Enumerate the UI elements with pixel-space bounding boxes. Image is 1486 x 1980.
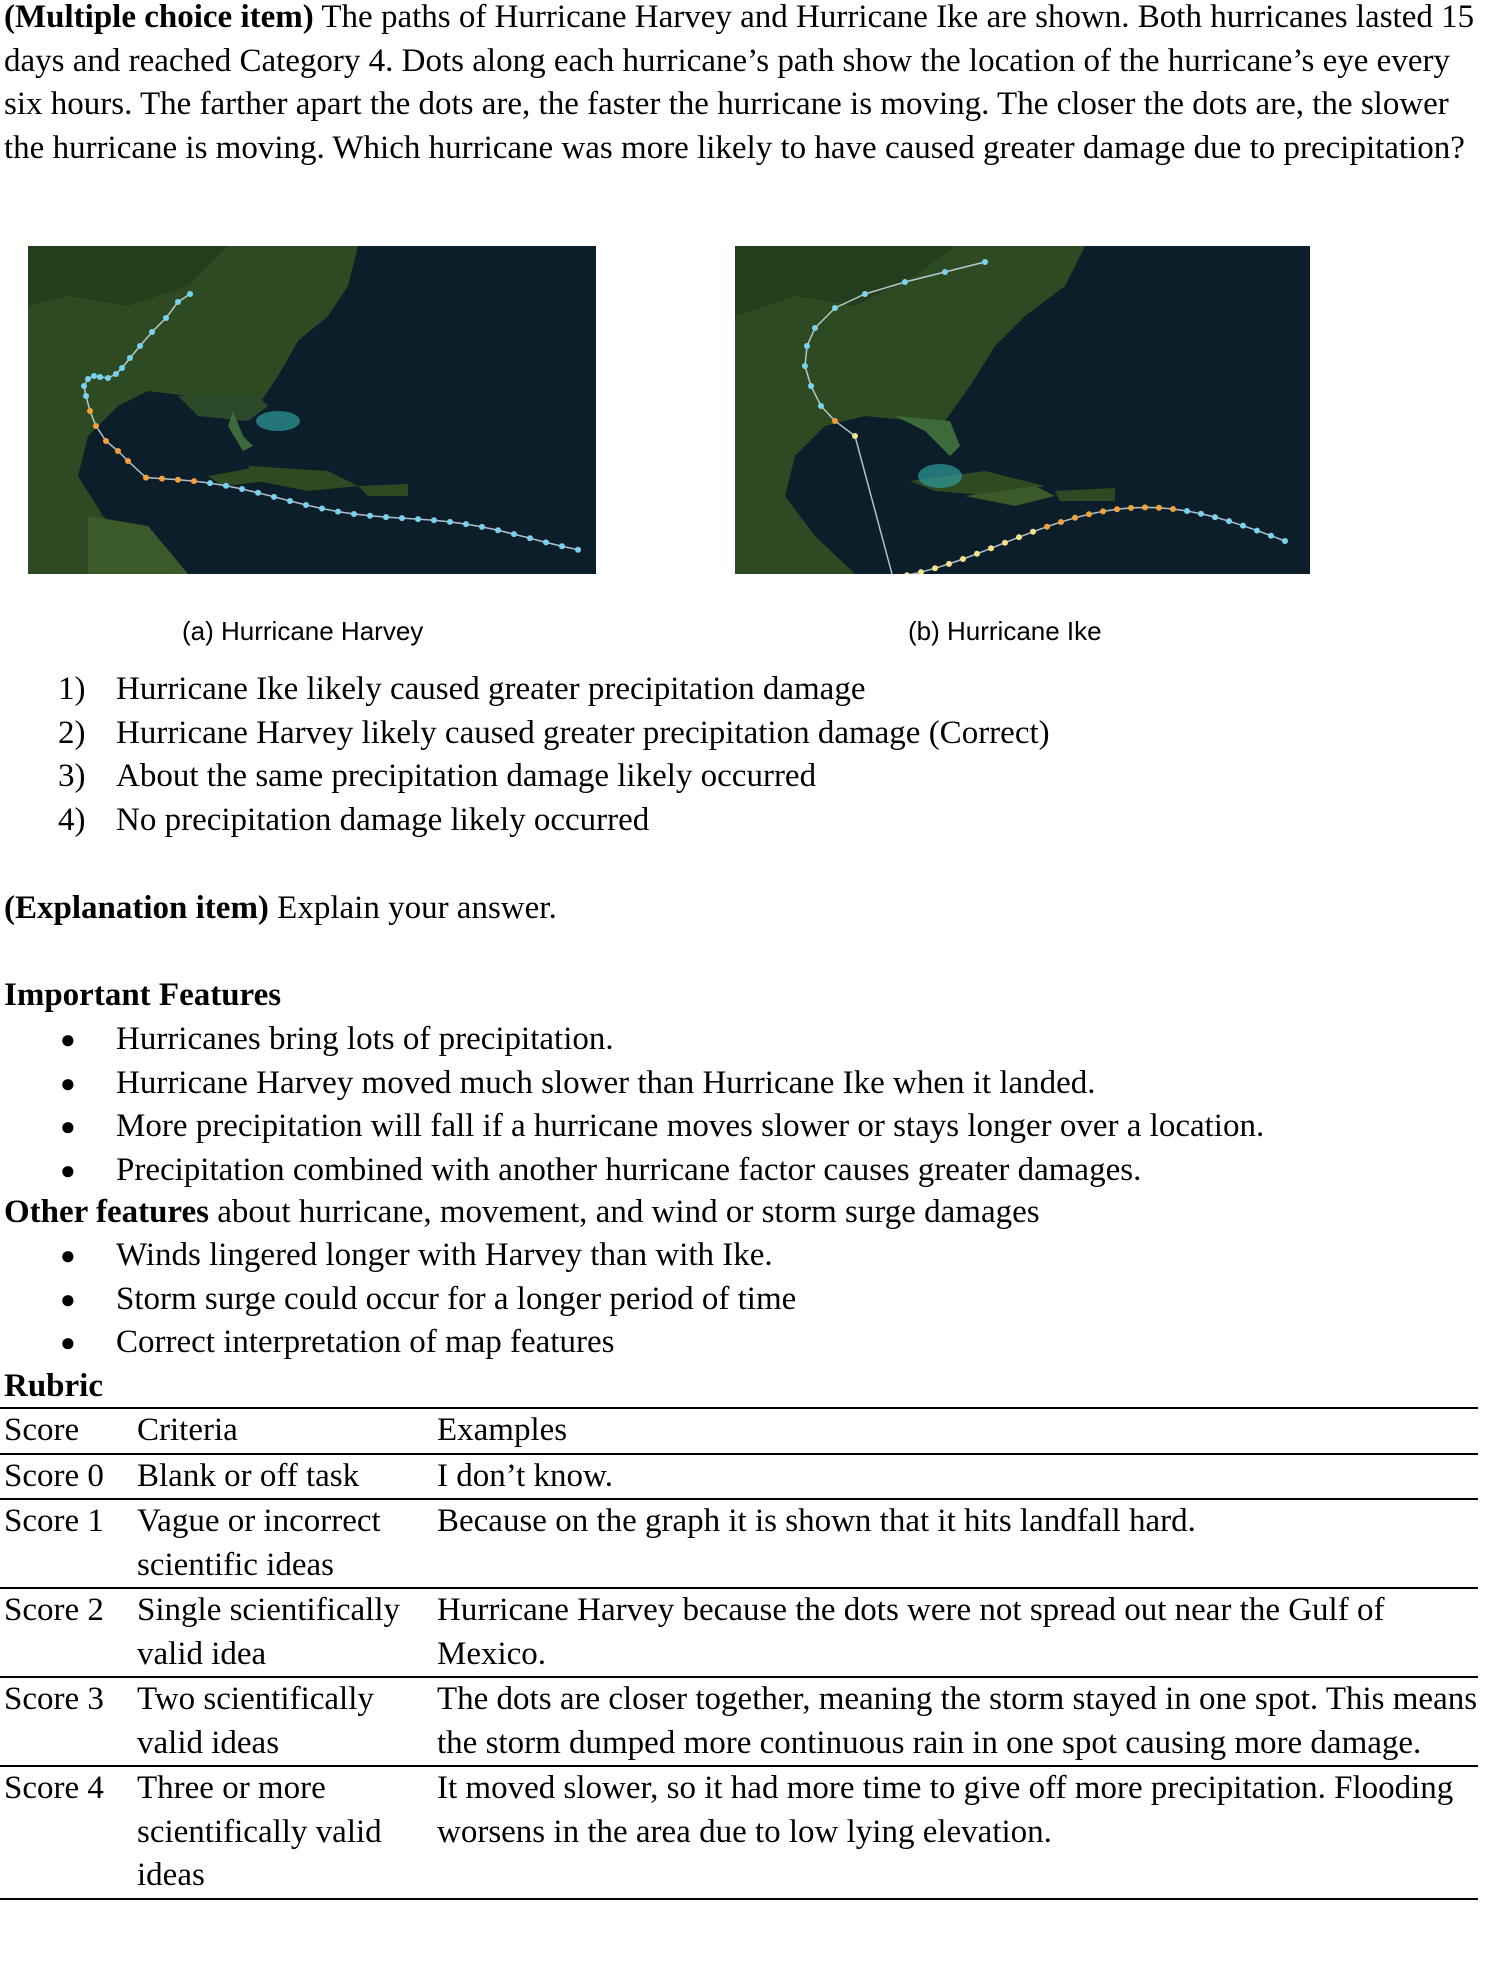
track-dot bbox=[988, 545, 994, 551]
feature-text: More precipitation will fall if a hurricane moves slower or stays longer over a location. bbox=[116, 1108, 1265, 1144]
track-dot bbox=[87, 408, 93, 414]
track-dot bbox=[808, 383, 814, 389]
bullet-icon: ● bbox=[60, 1241, 76, 1270]
score-cell: Score 0 bbox=[4, 1457, 104, 1494]
track-dot bbox=[1282, 538, 1288, 544]
track-dot bbox=[1212, 514, 1218, 520]
track-dot bbox=[335, 509, 341, 515]
choice-number: 3) bbox=[58, 758, 86, 794]
score-cell: Score 4 bbox=[4, 1770, 104, 1806]
other-features-line bbox=[4, 1191, 1040, 1235]
important-features-list bbox=[60, 1018, 1264, 1192]
list-item bbox=[60, 1321, 796, 1365]
track-dot bbox=[175, 477, 181, 483]
bullet-icon: ● bbox=[60, 1112, 76, 1141]
table-row bbox=[0, 1677, 1478, 1766]
ike-caption: (b) Hurricane Ike bbox=[908, 616, 1102, 646]
track-dot bbox=[1086, 511, 1092, 517]
header-score: Score bbox=[4, 1412, 80, 1448]
choice-number: 4) bbox=[58, 801, 86, 838]
track-dot bbox=[832, 418, 838, 424]
track-dot bbox=[479, 524, 485, 530]
rubric-table bbox=[0, 1407, 1478, 1900]
track-dot bbox=[527, 535, 533, 541]
track-dot bbox=[137, 343, 143, 349]
track-dot bbox=[383, 514, 389, 520]
track-dot bbox=[255, 490, 261, 496]
question-body: The paths of Hurricane Harvey and Hurricane Ike are shown. Both hurricanes lasted 15 days and reached Category 4. Dots along each hurricane’s path show the location of the hurricane’s eye every six hours. The farther apart the dots are, the faster the hurricane is moving. The closer the dots are, the slower the hurricane is moving. Which hurricane was more likely to have caused greater damage due to precipitation? bbox=[4, 0, 1475, 166]
track-dot bbox=[81, 383, 87, 389]
important-features-heading: Important Features bbox=[4, 977, 282, 1013]
choice-number: 1) bbox=[58, 671, 86, 707]
list-item bbox=[60, 1278, 796, 1322]
explanation-label: (Explanation item) bbox=[4, 890, 269, 926]
track-dot bbox=[812, 325, 818, 331]
track-dot bbox=[1016, 534, 1022, 540]
example-cell: Hurricane Harvey because the dots were not spread out near the Gulf of Mexico. bbox=[437, 1592, 1385, 1672]
example-cell: The dots are closer together, meaning the storm stayed in one spot. This means the storm dumped more continuous rain in one spot causing more damage. bbox=[437, 1681, 1478, 1761]
track-dot bbox=[415, 516, 421, 522]
track-dot bbox=[1170, 506, 1176, 512]
score-cell: Score 2 bbox=[4, 1592, 104, 1628]
track-dot bbox=[175, 299, 181, 305]
track-dot bbox=[367, 513, 373, 519]
track-dot bbox=[1044, 524, 1050, 530]
track-dot bbox=[1114, 506, 1120, 512]
table-header-row bbox=[0, 1408, 1478, 1454]
track-dot bbox=[223, 483, 229, 489]
bullet-icon: ● bbox=[60, 1155, 76, 1185]
track-dot bbox=[1156, 505, 1162, 511]
track-dot bbox=[495, 527, 501, 533]
track-dot bbox=[974, 551, 980, 557]
choice-text: About the same precipitation damage likely occurred bbox=[116, 758, 817, 794]
track-dot bbox=[1268, 533, 1274, 539]
track-dot bbox=[351, 511, 357, 517]
track-dot bbox=[191, 478, 197, 484]
feature-text: Hurricanes bring lots of precipitation. bbox=[116, 1021, 614, 1057]
choice-text: No precipitation damage likely occurred bbox=[116, 801, 650, 838]
track-dot bbox=[97, 374, 103, 380]
bullet-icon: ● bbox=[60, 1328, 76, 1357]
choice-number: 2) bbox=[58, 714, 86, 751]
explanation-prompt bbox=[4, 887, 557, 931]
track-dot bbox=[127, 355, 133, 361]
track-dot bbox=[113, 371, 119, 377]
bullet-icon: ● bbox=[60, 1068, 76, 1098]
score-cell: Score 1 bbox=[4, 1503, 104, 1539]
track-dot bbox=[559, 543, 565, 549]
explanation-text: Explain your answer. bbox=[268, 890, 557, 926]
track-dot bbox=[852, 433, 858, 439]
track-dot bbox=[447, 519, 453, 525]
track-dot bbox=[1226, 518, 1232, 524]
track-dot bbox=[91, 373, 97, 379]
track-dot bbox=[575, 547, 581, 553]
track-dot bbox=[818, 403, 824, 409]
list-item bbox=[60, 1105, 1264, 1149]
feature-text: Hurricane Harvey moved much slower than Hurricane Ike when it landed. bbox=[116, 1064, 1096, 1101]
list-item bbox=[60, 1018, 1264, 1062]
example-cell: It moved slower, so it had more time to give off more precipitation. Flooding worsens in the area due to low lying elevation. bbox=[437, 1770, 1454, 1850]
table-row bbox=[0, 1766, 1478, 1899]
track-dot bbox=[543, 539, 549, 545]
track-dot bbox=[239, 486, 245, 492]
harvey-track-map bbox=[28, 246, 596, 574]
track-dot bbox=[143, 475, 149, 481]
track-dot bbox=[1072, 515, 1078, 521]
choice-3 bbox=[58, 755, 1050, 799]
track-dot bbox=[93, 423, 99, 429]
track-dot bbox=[115, 448, 121, 454]
track-dot bbox=[103, 438, 109, 444]
track-dot bbox=[1142, 504, 1148, 510]
question-label: (Multiple choice item) bbox=[4, 0, 314, 35]
track-dot bbox=[303, 502, 309, 508]
feature-text: Correct interpretation of map features bbox=[116, 1324, 615, 1360]
track-dot bbox=[83, 393, 89, 399]
track-dot bbox=[1240, 523, 1246, 529]
track-dot bbox=[463, 521, 469, 527]
table-row bbox=[0, 1454, 1478, 1500]
example-cell: Because on the graph it is shown that it hits landfall hard. bbox=[437, 1503, 1196, 1539]
track-dot bbox=[207, 480, 213, 486]
feature-text: Precipitation combined with another hurricane factor causes greater damages. bbox=[116, 1151, 1142, 1188]
track-dot bbox=[105, 375, 111, 381]
criteria-cell: Blank or off task bbox=[137, 1457, 360, 1494]
track-dot bbox=[163, 315, 169, 321]
ike-track-map bbox=[735, 246, 1310, 574]
track-dot bbox=[942, 269, 948, 275]
track-dot bbox=[902, 279, 908, 285]
track-dot bbox=[287, 498, 293, 504]
question-text bbox=[4, 0, 1482, 170]
track-dot bbox=[149, 329, 155, 335]
harvey-caption: (a) Hurricane Harvey bbox=[182, 616, 424, 646]
bullet-icon: ● bbox=[60, 1284, 76, 1314]
track-dot bbox=[1198, 511, 1204, 517]
header-criteria: Criteria bbox=[137, 1412, 238, 1448]
track-dot bbox=[804, 343, 810, 349]
track-dot bbox=[1128, 505, 1134, 511]
track-dot bbox=[946, 561, 952, 567]
track-dot bbox=[431, 517, 437, 523]
track-dot bbox=[960, 556, 966, 562]
list-item bbox=[60, 1149, 1264, 1193]
track-dot bbox=[1058, 519, 1064, 525]
criteria-cell: Two scientifically valid ideas bbox=[137, 1681, 374, 1761]
criteria-cell: Three or more scientifically valid ideas bbox=[137, 1770, 382, 1893]
table-row bbox=[0, 1499, 1478, 1588]
header-examples: Examples bbox=[437, 1412, 568, 1448]
track-dot bbox=[832, 305, 838, 311]
track-dot bbox=[1002, 540, 1008, 546]
track-dot bbox=[982, 259, 988, 265]
feature-text: Storm surge could occur for a longer period of time bbox=[116, 1280, 797, 1317]
score-cell: Score 3 bbox=[4, 1681, 104, 1717]
choice-4 bbox=[58, 799, 1050, 843]
example-cell: I don’t know. bbox=[437, 1457, 613, 1494]
track-dot bbox=[319, 506, 325, 512]
track-dot bbox=[1184, 508, 1190, 514]
choice-2 bbox=[58, 712, 1050, 756]
bullet-icon: ● bbox=[60, 1025, 76, 1054]
answer-choices bbox=[58, 668, 1050, 842]
rubric-title: Rubric bbox=[4, 1368, 103, 1404]
track-dot bbox=[862, 291, 868, 297]
criteria-cell: Single scientifically valid idea bbox=[137, 1592, 401, 1672]
feature-text: Winds lingered longer with Harvey than with Ike. bbox=[116, 1237, 773, 1273]
track-dot bbox=[399, 515, 405, 521]
choice-text: Hurricane Ike likely caused greater precipitation damage bbox=[116, 671, 866, 707]
choice-1 bbox=[58, 668, 1050, 712]
track-dot bbox=[1030, 529, 1036, 535]
track-dot bbox=[511, 531, 517, 537]
list-item bbox=[60, 1234, 796, 1278]
track-dot bbox=[85, 376, 91, 382]
choice-text: Hurricane Harvey likely caused greater precipitation damage (Correct) bbox=[116, 714, 1050, 751]
track-dot bbox=[271, 494, 277, 500]
track-dot bbox=[125, 458, 131, 464]
track-dot bbox=[1100, 508, 1106, 514]
list-item bbox=[60, 1062, 1264, 1106]
table-row bbox=[0, 1588, 1478, 1677]
track-dot bbox=[187, 291, 193, 297]
track-dot bbox=[932, 565, 938, 571]
criteria-cell: Vague or incorrect scientific ideas bbox=[137, 1503, 381, 1583]
track-dot bbox=[159, 476, 165, 482]
other-features-label: Other features bbox=[4, 1194, 209, 1230]
other-features-text: about hurricane, movement, and wind or storm surge damages bbox=[208, 1194, 1040, 1230]
other-features-list bbox=[60, 1234, 796, 1365]
track-dot bbox=[1254, 528, 1260, 534]
track-dot bbox=[119, 365, 125, 371]
track-dot bbox=[802, 363, 808, 369]
